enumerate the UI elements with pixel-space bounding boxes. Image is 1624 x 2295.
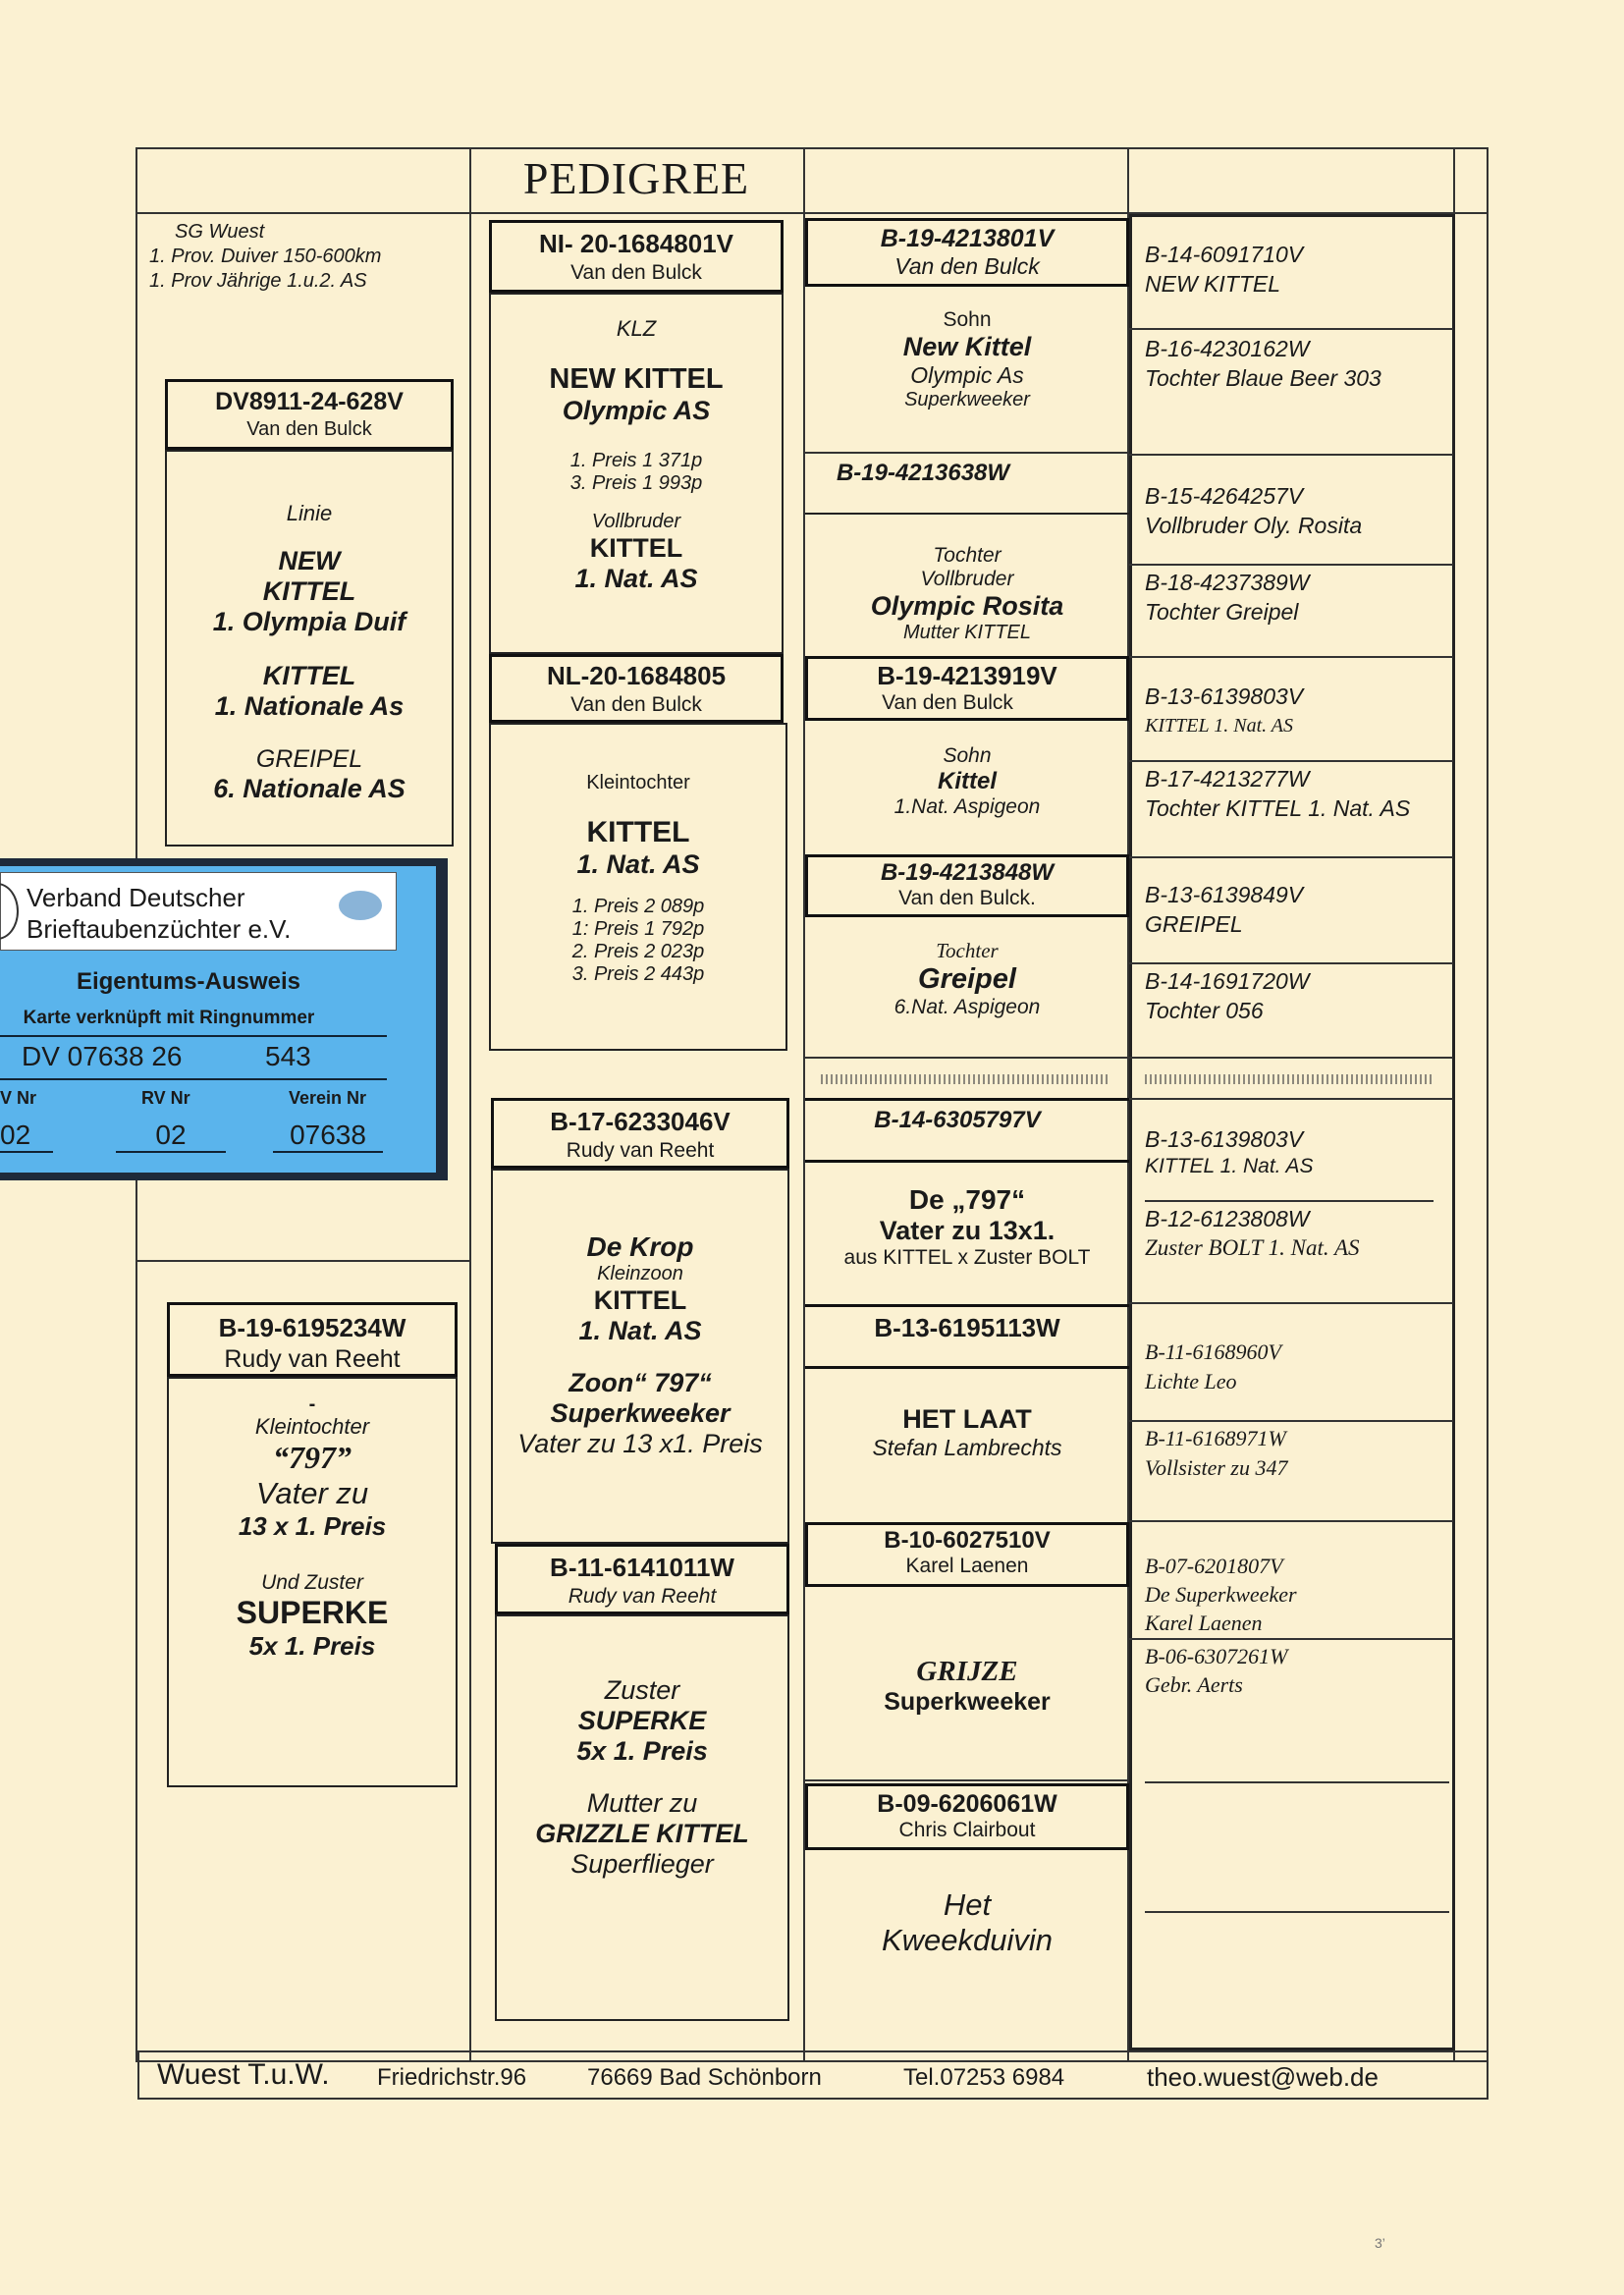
subject-ring: DV8911-24-628V	[215, 388, 404, 415]
gen3-line: Vollbruder	[920, 568, 1014, 590]
gen4-text: Tochter Blaue Beer 303	[1145, 365, 1381, 391]
gen3-ring: B-14-6305797V	[874, 1107, 1041, 1133]
gen3-line: Stefan Lambrechts	[872, 1435, 1062, 1460]
sire-line: 1. Preis 1 371p	[569, 450, 703, 471]
dam-line: Und Zuster	[261, 1571, 363, 1594]
gen4-entry-13	[1145, 1552, 1297, 1637]
sire-dam-line: Kleintochter	[586, 772, 690, 793]
gen3-line: Kittel	[938, 768, 997, 794]
card-body	[0, 866, 436, 1173]
gen4-ring: B-13-6139803V	[1145, 1126, 1304, 1152]
dam-sire-ring: B-17-6233046V	[550, 1107, 731, 1136]
gen3-details-4	[805, 939, 1129, 1019]
dotted-separator	[1145, 1074, 1434, 1084]
gen3-line: GRIJZE	[916, 1656, 1018, 1687]
gen4-entry-5	[1145, 682, 1303, 740]
gen3-details-6	[805, 1404, 1129, 1461]
gen3-details-7	[805, 1656, 1129, 1717]
gen4-text: Tochter 056	[1145, 998, 1264, 1023]
gen3-header-2	[805, 454, 1129, 515]
gen4-divider	[1129, 564, 1453, 566]
sire-dam-details	[489, 723, 787, 1051]
gen3-line: De „797“	[908, 1184, 1026, 1215]
gen4-divider	[1129, 328, 1453, 330]
gen3-breeder: Van den Bulck.	[898, 887, 1036, 909]
gen4-divider	[1129, 1098, 1453, 1100]
dam-sire-line: Zoon“ 797“	[568, 1368, 712, 1397]
corner-mark: 3’	[1375, 2235, 1385, 2251]
sire-dam-ring: NL-20-1684805	[546, 661, 727, 690]
subject-line: KITTEL	[262, 576, 356, 606]
gen3-line: 1.Nat. Aspigeon	[893, 795, 1041, 818]
gen3-line: Kweekduivin	[881, 1923, 1054, 1957]
dam-dam-line: 5x 1. Preis	[576, 1736, 708, 1766]
dam-dam-line: Zuster	[604, 1675, 680, 1705]
dam-dam-header	[495, 1544, 789, 1614]
gen3-header-4	[805, 854, 1129, 917]
gen3-line: 6.Nat. Aspigeon	[893, 996, 1041, 1018]
gen3-ring: B-13-6195113W	[874, 1313, 1060, 1342]
gen4-entry-10	[1145, 1204, 1360, 1263]
card-col2-label: RV Nr	[141, 1088, 190, 1108]
dam-dam-details	[495, 1614, 789, 2021]
sire-dam-line: 1: Preis 1 792p	[571, 918, 705, 940]
subject-line: KITTEL	[262, 661, 356, 690]
gen4-entry-9	[1145, 1125, 1314, 1180]
dam-line: 5x 1. Preis	[248, 1631, 376, 1661]
gen3-breeder: Van den Bulck	[894, 253, 1040, 279]
achievement-line: 1. Prov. Duiver 150-600km	[149, 246, 382, 267]
dam-header	[167, 1302, 458, 1377]
card-col3-value: 07638	[273, 1120, 383, 1153]
card-org-line1: Verband Deutscher	[27, 883, 245, 912]
gen3-ring: B-19-4213801V	[880, 225, 1055, 252]
gen3-header-8	[805, 1783, 1129, 1850]
achievement-line: SG Wuest	[175, 221, 265, 243]
gen4-ring: B-11-6168960V	[1145, 1339, 1281, 1364]
sire-dam-header	[489, 654, 784, 723]
sire-dam-line: 3. Preis 2 443p	[571, 963, 705, 985]
gen4-entry-11	[1145, 1338, 1281, 1396]
gen3-details-5	[805, 1184, 1129, 1270]
gen3-line: Olympic Rosita	[870, 591, 1064, 621]
gen4-entry-6	[1145, 764, 1410, 823]
footer-city: 76669 Bad Schönborn	[587, 2064, 822, 2091]
dam-dam-line: SUPERKE	[577, 1706, 707, 1735]
dam-dam-line: Mutter zu	[586, 1788, 698, 1818]
gen3-line: Mutter KITTEL	[902, 622, 1032, 643]
dam-dash: -	[308, 1393, 316, 1415]
dam-line: SUPERKE	[236, 1595, 389, 1630]
footer	[137, 2052, 1489, 2100]
sire-line: 3. Preis 1 993p	[569, 472, 703, 494]
dam-sire-line: 1. Nat. AS	[578, 1316, 702, 1345]
gen4-divider	[1129, 656, 1453, 658]
page-title: PEDIGREE	[522, 153, 750, 203]
gen4-entry-12	[1145, 1424, 1287, 1483]
gen3-line: Tochter	[933, 544, 1001, 567]
subject-header	[165, 379, 454, 450]
gen3-divider	[805, 1057, 1129, 1059]
gen4-text: NEW KITTEL	[1145, 271, 1281, 297]
gen4-divider	[1129, 454, 1453, 456]
gen4-divider	[1129, 962, 1453, 964]
dam-dam-line: Superflieger	[570, 1849, 714, 1879]
dam-ring: B-19-6195234W	[218, 1313, 406, 1342]
gen3-ring: B-19-4213638W	[836, 460, 1010, 486]
gen4-ring: B-12-6123808W	[1145, 1206, 1310, 1231]
gen4-divider	[1129, 1638, 1453, 1640]
gen4-text: KITTEL 1. Nat. AS	[1145, 1155, 1314, 1177]
card-col2-value: 02	[116, 1120, 226, 1153]
subject-line: 1. Nationale As	[214, 691, 405, 721]
sire-line: Vollbruder	[591, 511, 681, 532]
gen4-text: Vollsister zu 347	[1145, 1455, 1288, 1480]
gen3-breeder: Karel Laenen	[905, 1555, 1029, 1577]
gen4-ring: B-07-6201807V	[1145, 1554, 1283, 1578]
gen4-entry-14	[1145, 1642, 1287, 1699]
gen3-line: Superkweeker	[904, 389, 1030, 410]
gen4-ring: B-11-6168971W	[1145, 1426, 1286, 1450]
card-org-line2: Brieftaubenzüchter e.V.	[27, 914, 292, 944]
achievement-line: 1. Prov Jährige 1.u.2. AS	[149, 270, 367, 292]
gen4-ring: B-06-6307261W	[1145, 1644, 1288, 1668]
sire-dam-line: KITTEL	[586, 816, 690, 848]
sire-details	[489, 293, 784, 654]
subject-line: NEW	[278, 546, 341, 575]
dam-dam-breeder: Rudy van Reeht	[568, 1585, 717, 1608]
sire-dam-line: 2. Preis 2 023p	[571, 941, 705, 962]
dam-line: 13 x 1. Preis	[238, 1511, 387, 1541]
card-logo-icon	[339, 891, 382, 920]
gen3-line: aus KITTEL x Zuster BOLT	[843, 1246, 1091, 1269]
dam-sire-breeder: Rudy van Reeht	[566, 1139, 715, 1162]
gen3-line: Greipel	[918, 963, 1016, 995]
subject-line: 6. Nationale AS	[213, 774, 406, 803]
dam-sire-details	[491, 1169, 789, 1544]
sire-line: KITTEL	[589, 533, 683, 563]
gen4-text: Gebr. Aerts	[1145, 1672, 1243, 1697]
gen4-divider	[1145, 1911, 1449, 1913]
gen3-breeder: Van den Bulck	[882, 691, 1013, 714]
gen3-header-5	[805, 1098, 1129, 1163]
footer-street: Friedrichstr.96	[377, 2064, 527, 2091]
gen3-header-6	[805, 1304, 1129, 1369]
card-ring-b: 543	[265, 1041, 311, 1071]
footer-tel: Tel.07253 6984	[903, 2064, 1065, 2091]
ownership-card	[0, 858, 448, 1180]
dam-sire-line: KITTEL	[593, 1285, 687, 1315]
gen3-header-3	[805, 656, 1129, 721]
card-line	[0, 1035, 387, 1037]
footer-name: Wuest T.u.W.	[157, 2058, 330, 2091]
sire-line: NEW KITTEL	[549, 363, 724, 395]
gen4-ring: B-14-1691720W	[1145, 968, 1310, 994]
gen3-line: Tochter	[936, 939, 999, 962]
card-col1-value: 02	[0, 1120, 53, 1153]
gen4-ring: B-14-6091710V	[1145, 242, 1304, 267]
gen3-header-7	[805, 1522, 1129, 1587]
gen3-line: Sohn	[943, 744, 992, 767]
dam-sire-header	[491, 1098, 789, 1169]
gen3-ring: B-10-6027510V	[884, 1527, 1051, 1554]
subject-line: 1. Olympia Duif	[212, 607, 406, 636]
gen4-entry-2	[1145, 334, 1381, 393]
gen3-details-8	[805, 1887, 1129, 1958]
sire-dam-breeder: Van den Bulck	[570, 693, 702, 716]
gen3-details-1	[805, 308, 1129, 411]
dam-line: Vater zu	[255, 1476, 369, 1510]
dam-sire-line: Superkweeker	[550, 1398, 731, 1428]
sire-header	[489, 220, 784, 293]
dotted-separator	[821, 1074, 1110, 1084]
gen4-ring: B-16-4230162W	[1145, 336, 1310, 361]
card-subtitle: Karte verknüpft mit Ringnummer	[23, 1008, 315, 1028]
gen3-ring: B-19-4213848W	[880, 859, 1055, 886]
sire-dam-line: 1. Preis 2 089p	[571, 896, 705, 917]
gen3-line: Sohn	[943, 308, 992, 331]
card-seal-icon	[0, 883, 19, 940]
gen4-divider	[1129, 1057, 1453, 1059]
gen4-text: Zuster BOLT 1. Nat. AS	[1145, 1235, 1360, 1260]
gen4-divider	[1129, 760, 1453, 762]
dam-breeder: Rudy van Reeht	[224, 1345, 401, 1373]
sire-ring: NI- 20-1684801V	[538, 229, 734, 258]
achievements-block	[149, 220, 463, 294]
left-col-divider	[137, 1260, 469, 1262]
sire-breeder: Van den Bulck	[570, 261, 702, 284]
gen3-details-3	[805, 744, 1129, 819]
subject-details	[165, 450, 454, 847]
gen4-ring: B-13-6139803V	[1145, 683, 1304, 709]
gen4-divider	[1129, 856, 1453, 858]
dam-sire-line: De Krop	[586, 1231, 694, 1262]
gen4-entry-4	[1145, 568, 1310, 627]
gen4-text: Karel Laenen	[1145, 1611, 1263, 1635]
gen4-entry-7	[1145, 880, 1303, 939]
gen3-line: Olympic As	[910, 362, 1024, 388]
gen4-ring: B-13-6139849V	[1145, 882, 1304, 907]
gen4-entry-3	[1145, 481, 1362, 540]
footer-email: theo.wuest@web.de	[1147, 2062, 1379, 2092]
gen4-text: Tochter Greipel	[1145, 599, 1299, 625]
gen3-line: Superkweeker	[884, 1688, 1051, 1716]
gen4-ring: B-17-4213277W	[1145, 766, 1310, 792]
gen3-header-1	[805, 218, 1129, 287]
gen4-divider	[1129, 1302, 1453, 1304]
dam-sire-line: Kleinzoon	[597, 1263, 683, 1284]
gen4-divider	[1145, 1781, 1449, 1783]
gen3-ring: B-09-6206061W	[877, 1790, 1057, 1818]
gen3-details-2	[805, 544, 1129, 644]
gen4-entry-1	[1145, 240, 1303, 299]
gen4-text: Vollbruder Oly. Rosita	[1145, 513, 1363, 538]
dam-line: Kleintochter	[254, 1414, 370, 1439]
gen3-breeder: Chris Clairbout	[898, 1819, 1036, 1841]
dam-dam-ring: B-11-6141011W	[550, 1553, 734, 1582]
gen4-text: GREIPEL	[1145, 911, 1243, 937]
dam-dam-line: GRIZZLE KITTEL	[535, 1819, 749, 1848]
gen4-entry-8	[1145, 966, 1310, 1025]
gen4-divider	[1145, 1200, 1434, 1202]
dam-details	[167, 1377, 458, 1787]
card-line	[0, 1078, 387, 1080]
gen4-divider	[1129, 1420, 1453, 1422]
sire-line: KLZ	[616, 316, 657, 341]
gen3-line: HET LAAT	[902, 1404, 1032, 1434]
column-divider-1	[469, 147, 471, 2062]
gen4-text: Tochter KITTEL 1. Nat. AS	[1145, 795, 1411, 821]
subject-breeder: Van den Bulck	[246, 418, 372, 440]
sire-line: 1. Nat. AS	[574, 564, 698, 593]
subject-line: Linie	[286, 501, 333, 525]
card-title: Eigentums-Ausweis	[76, 968, 301, 995]
gen4-text: Lichte Leo	[1145, 1369, 1237, 1393]
gen3-line: Het	[943, 1887, 992, 1922]
gen3-line: Vater zu 13x1.	[879, 1216, 1056, 1245]
gen4-ring: B-15-4264257V	[1145, 483, 1304, 509]
card-org-panel	[0, 872, 397, 951]
card-col3-label: Verein Nr	[289, 1088, 367, 1108]
gen4-text: De Superkweeker	[1145, 1582, 1297, 1607]
sire-dam-line: 1. Nat. AS	[576, 849, 700, 879]
card-ring-a: DV 07638 26	[22, 1041, 183, 1071]
gen4-ring: B-18-4237389W	[1145, 570, 1310, 595]
gen3-ring: B-19-4213919V	[877, 661, 1057, 690]
subject-line: GREIPEL	[255, 745, 363, 773]
sire-line: Olympic AS	[562, 396, 711, 425]
gen3-line: New Kittel	[902, 332, 1032, 361]
gen4-divider	[1129, 1520, 1453, 1522]
dam-line: “797”	[273, 1440, 352, 1475]
dam-sire-line: Vater zu 13 x1. Preis	[517, 1429, 763, 1458]
card-col1-label: V Nr	[0, 1088, 37, 1108]
gen3-divider	[805, 1779, 1129, 1781]
gen4-text: KITTEL 1. Nat. AS	[1145, 715, 1293, 737]
